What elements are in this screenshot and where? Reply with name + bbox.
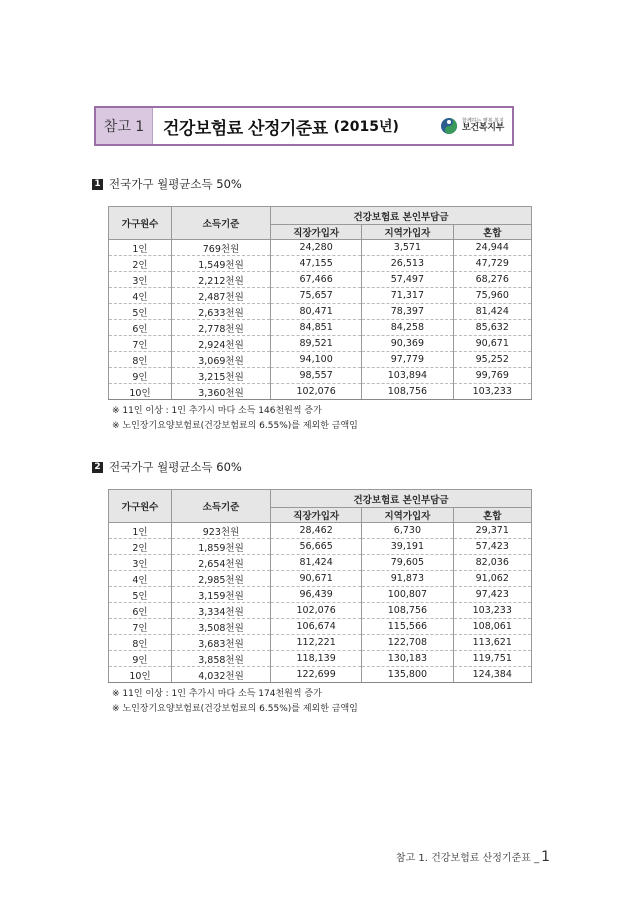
cell-employee: 90,671	[271, 571, 362, 587]
cell-income: 3,858천원	[172, 651, 271, 667]
cell-employee: 112,221	[271, 635, 362, 651]
section-2-heading	[92, 459, 242, 475]
cell-household: 6인	[109, 603, 172, 619]
cell-mixed: 85,632	[453, 320, 531, 336]
cell-income: 2,654천원	[172, 555, 271, 571]
cell-mixed: 91,062	[453, 571, 531, 587]
cell-employee: 80,471	[271, 304, 362, 320]
cell-mixed: 29,371	[453, 523, 531, 539]
cell-regional: 90,369	[362, 336, 453, 352]
table-row	[109, 539, 532, 555]
cell-employee: 122,699	[271, 667, 362, 683]
cell-income: 769천원	[172, 240, 271, 256]
cell-employee: 28,462	[271, 523, 362, 539]
col-household: 가구원수	[109, 207, 172, 240]
col-employee: 직장가입자	[271, 225, 362, 240]
cell-income: 3,159천원	[172, 587, 271, 603]
col-income: 소득기준	[172, 207, 271, 240]
table-row	[109, 619, 532, 635]
table-row	[109, 571, 532, 587]
cell-regional: 84,258	[362, 320, 453, 336]
cell-household: 8인	[109, 352, 172, 368]
cell-mixed: 68,276	[453, 272, 531, 288]
cell-regional: 78,397	[362, 304, 453, 320]
ministry-emblem-icon	[440, 117, 458, 135]
table-note: ※ 11인 이상 : 1인 추가시 마다 소득 146천원씩 증가	[112, 406, 322, 416]
cell-household: 3인	[109, 555, 172, 571]
cell-household: 10인	[109, 384, 172, 400]
cell-mixed: 108,061	[453, 619, 531, 635]
section-number: 2	[92, 462, 103, 473]
cell-regional: 6,730	[362, 523, 453, 539]
table-row	[109, 272, 532, 288]
cell-income: 3,508천원	[172, 619, 271, 635]
col-employee: 직장가입자	[271, 508, 362, 523]
cell-employee: 102,076	[271, 384, 362, 400]
cell-employee: 75,657	[271, 288, 362, 304]
cell-income: 2,778천원	[172, 320, 271, 336]
cell-mixed: 103,233	[453, 603, 531, 619]
cell-employee: 118,139	[271, 651, 362, 667]
col-premium-group: 건강보험료 본인부담금	[271, 207, 532, 225]
cell-regional: 122,708	[362, 635, 453, 651]
table-row	[109, 256, 532, 272]
cell-household: 9인	[109, 651, 172, 667]
col-household: 가구원수	[109, 490, 172, 523]
cell-mixed: 47,729	[453, 256, 531, 272]
table-note: ※ 노인장기요양보험료(건강보험료의 6.55%)를 제외한 금액임	[112, 704, 358, 714]
cell-regional: 108,756	[362, 603, 453, 619]
cell-regional: 108,756	[362, 384, 453, 400]
cell-income: 3,215천원	[172, 368, 271, 384]
cell-regional: 79,605	[362, 555, 453, 571]
cell-regional: 97,779	[362, 352, 453, 368]
cell-mixed: 82,036	[453, 555, 531, 571]
cell-household: 4인	[109, 288, 172, 304]
reference-label: 참고 1	[96, 108, 153, 144]
table-row	[109, 384, 532, 400]
page-footer	[396, 849, 550, 865]
cell-household: 2인	[109, 539, 172, 555]
logo-tagline: 함께하는 행복 복지	[462, 118, 504, 124]
footer-text: 참고 1. 건강보험료 산정기준표 _	[395, 853, 540, 864]
premium-table-60	[108, 489, 532, 683]
cell-mixed: 113,621	[453, 635, 531, 651]
cell-household: 2인	[109, 256, 172, 272]
cell-employee: 94,100	[271, 352, 362, 368]
cell-mixed: 81,424	[453, 304, 531, 320]
cell-mixed: 97,423	[453, 587, 531, 603]
cell-income: 3,360천원	[172, 384, 271, 400]
cell-household: 1인	[109, 240, 172, 256]
page-number: 1	[541, 849, 550, 865]
col-income: 소득기준	[172, 490, 271, 523]
cell-employee: 81,424	[271, 555, 362, 571]
cell-household: 5인	[109, 587, 172, 603]
table-row	[109, 368, 532, 384]
section-title: 전국가구 월평균소득 50%	[109, 177, 242, 191]
cell-mixed: 57,423	[453, 539, 531, 555]
cell-mixed: 24,944	[453, 240, 531, 256]
cell-household: 5인	[109, 304, 172, 320]
table-row	[109, 336, 532, 352]
table-row	[109, 352, 532, 368]
document-title: 건강보험료 산정기준표	[163, 118, 328, 139]
cell-regional: 3,571	[362, 240, 453, 256]
cell-regional: 135,800	[362, 667, 453, 683]
table-row	[109, 288, 532, 304]
cell-income: 2,924천원	[172, 336, 271, 352]
cell-employee: 102,076	[271, 603, 362, 619]
cell-income: 3,334천원	[172, 603, 271, 619]
cell-regional: 115,566	[362, 619, 453, 635]
cell-income: 4,032천원	[172, 667, 271, 683]
cell-regional: 71,317	[362, 288, 453, 304]
cell-household: 7인	[109, 336, 172, 352]
cell-income: 2,633천원	[172, 304, 271, 320]
table-note: ※ 노인장기요양보험료(건강보험료의 6.55%)를 제외한 금액임	[112, 421, 358, 431]
col-mixed: 혼합	[453, 225, 531, 240]
cell-employee: 24,280	[271, 240, 362, 256]
cell-income: 3,069천원	[172, 352, 271, 368]
table-row	[109, 603, 532, 619]
cell-mixed: 103,233	[453, 384, 531, 400]
cell-regional: 91,873	[362, 571, 453, 587]
document-year: (2015년)	[333, 119, 399, 135]
cell-employee: 47,155	[271, 256, 362, 272]
cell-employee: 106,674	[271, 619, 362, 635]
cell-mixed: 99,769	[453, 368, 531, 384]
col-regional: 지역가입자	[362, 508, 453, 523]
table-row	[109, 635, 532, 651]
col-mixed: 혼합	[453, 508, 531, 523]
cell-income: 1,549천원	[172, 256, 271, 272]
cell-income: 2,212천원	[172, 272, 271, 288]
table-row	[109, 240, 532, 256]
cell-household: 10인	[109, 667, 172, 683]
cell-regional: 130,183	[362, 651, 453, 667]
cell-household: 4인	[109, 571, 172, 587]
table-row	[109, 587, 532, 603]
cell-mixed: 119,751	[453, 651, 531, 667]
cell-mixed: 95,252	[453, 352, 531, 368]
table-row	[109, 304, 532, 320]
cell-household: 3인	[109, 272, 172, 288]
document-header	[94, 106, 514, 146]
cell-household: 9인	[109, 368, 172, 384]
premium-table-50	[108, 206, 532, 400]
col-premium-group: 건강보험료 본인부담금	[271, 490, 532, 508]
cell-household: 6인	[109, 320, 172, 336]
cell-regional: 57,497	[362, 272, 453, 288]
cell-income: 923천원	[172, 523, 271, 539]
table-row	[109, 651, 532, 667]
cell-income: 2,985천원	[172, 571, 271, 587]
cell-employee: 84,851	[271, 320, 362, 336]
section-number: 1	[92, 179, 103, 190]
cell-employee: 67,466	[271, 272, 362, 288]
cell-regional: 100,807	[362, 587, 453, 603]
cell-household: 7인	[109, 619, 172, 635]
cell-regional: 39,191	[362, 539, 453, 555]
cell-income: 2,487천원	[172, 288, 271, 304]
logo-name: 보건복지부	[462, 123, 504, 133]
cell-income: 1,859천원	[172, 539, 271, 555]
col-regional: 지역가입자	[362, 225, 453, 240]
cell-employee: 89,521	[271, 336, 362, 352]
cell-regional: 103,894	[362, 368, 453, 384]
cell-employee: 98,557	[271, 368, 362, 384]
cell-regional: 26,513	[362, 256, 453, 272]
cell-mixed: 75,960	[453, 288, 531, 304]
table-row	[109, 667, 532, 683]
cell-household: 1인	[109, 523, 172, 539]
section-title: 전국가구 월평균소득 60%	[109, 460, 242, 474]
cell-employee: 56,665	[271, 539, 362, 555]
cell-mixed: 124,384	[453, 667, 531, 683]
cell-income: 3,683천원	[172, 635, 271, 651]
table-row	[109, 320, 532, 336]
cell-mixed: 90,671	[453, 336, 531, 352]
cell-household: 8인	[109, 635, 172, 651]
table-note: ※ 11인 이상 : 1인 추가시 마다 소득 174천원씩 증가	[112, 689, 322, 699]
table-row	[109, 523, 532, 539]
table-row	[109, 555, 532, 571]
ministry-logo	[440, 117, 504, 135]
section-1-heading	[92, 176, 242, 192]
cell-employee: 96,439	[271, 587, 362, 603]
